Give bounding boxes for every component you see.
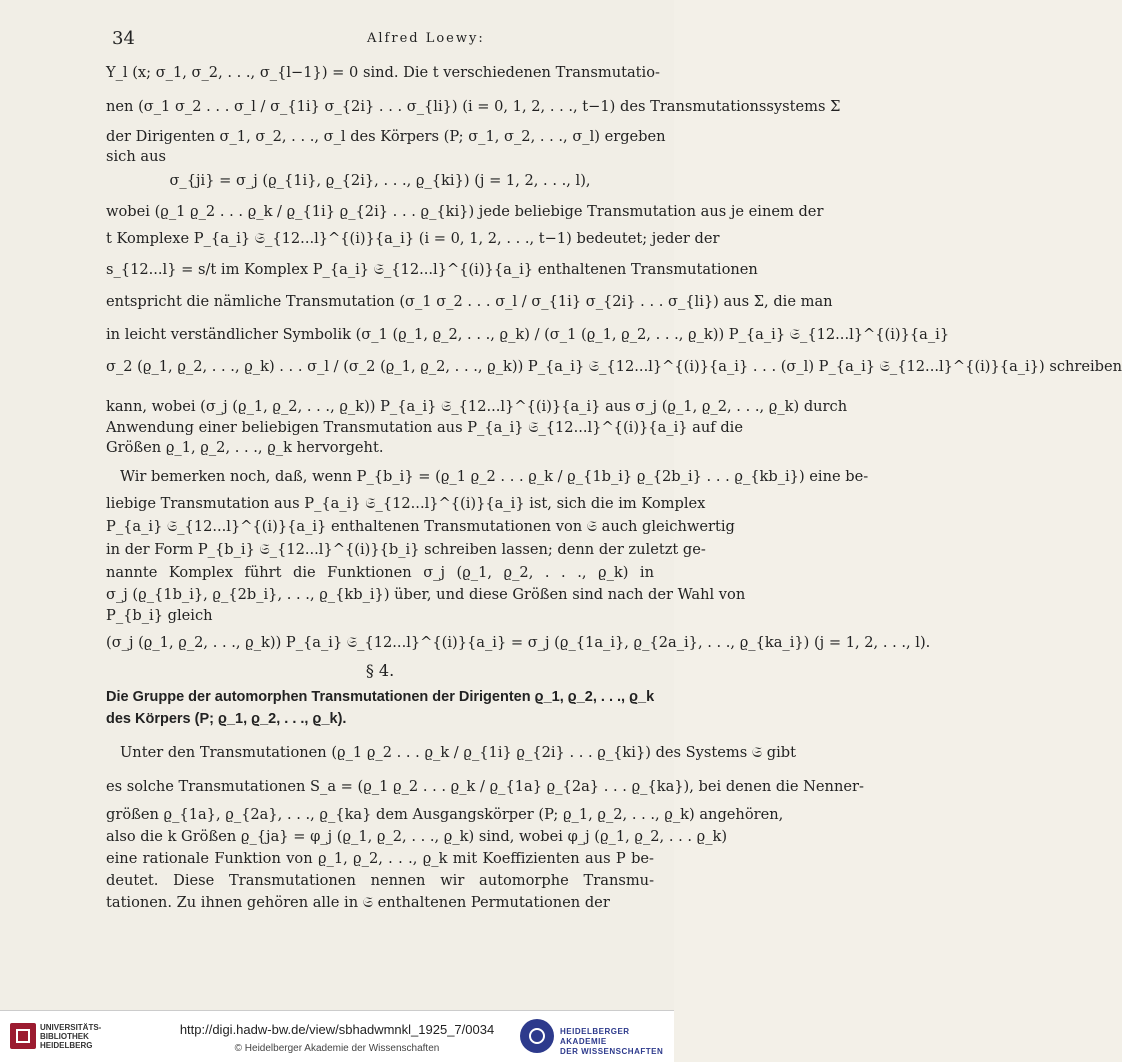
text-line: s_{12...l} = s/t im Komplex P_{a_i} 𝔖_{12...l}^{(i)}{a_i} enthaltenen Transmutationen: [106, 261, 758, 278]
permalink[interactable]: http://digi.hadw-bw.de/view/sbhadwmnkl_1925_7/0034: [179, 1022, 495, 1037]
text-line: Anwendung einer beliebigen Transmutation aus P_{a_i} 𝔖_{12...l}^{(i)}{a_i} auf die: [106, 419, 743, 436]
text-line: eine rationale Funktion von ϱ_1, ϱ_2, . . ., ϱ_k mit Koeffizienten aus P be-: [106, 850, 654, 867]
section-title: Die Gruppe der automorphen Transmutationen der Dirigenten ϱ_1, ϱ_2, . . ., ϱ_k: [106, 689, 655, 705]
page-number: 34: [112, 28, 135, 49]
text-line: kann, wobei (σ_j (ϱ_1, ϱ_2, . . ., ϱ_k)) P_{a_i} 𝔖_{12...l}^{(i)}{a_i} aus σ_j (ϱ_1, ϱ_2, . . ., ϱ_k) durch: [106, 398, 848, 415]
text-line: liebige Transmutation aus P_{a_i} 𝔖_{12...l}^{(i)}{a_i} ist, sich die im Komplex: [106, 495, 706, 512]
copyright-notice: © Heidelberger Akademie der Wissenschaften: [234, 1043, 440, 1054]
text-line: Unter den Transmutationen (ϱ_1 ϱ_2 . . . ϱ_k / ϱ_{1i} ϱ_{2i} . . . ϱ_{ki}) des Systems 𝔖 gibt: [120, 744, 796, 761]
equation: σ_{ji} = σ_j (ϱ_{1i}, ϱ_{2i}, . . ., ϱ_{ki}) (j = 1, 2, . . ., l),: [169, 172, 591, 189]
text-line: nen (σ_1 σ_2 . . . σ_l / σ_{1i} σ_{2i} . . . σ_{li}) (i = 0, 1, 2, . . ., t−1) des Transmutationssystems Σ: [106, 98, 841, 115]
text-line: Wir bemerken noch, daß, wenn P_{b_i} = (ϱ_1 ϱ_2 . . . ϱ_k / ϱ_{1b_i} ϱ_{2b_i} . . . ϱ_{kb_i}) eine be-: [120, 468, 869, 485]
text-line: in leicht verständlicher Symbolik (σ_1 (ϱ_1, ϱ_2, . . ., ϱ_k) / (σ_1 (ϱ_1, ϱ_2, . . ., ϱ_k)) P_{a_i} 𝔖_{12...l}^{(i)}{a_i}: [106, 326, 950, 343]
text-line: Y_l (x; σ_1, σ_2, . . ., σ_{l−1}) = 0 sind. Die t verschiedenen Transmutatio-: [106, 64, 660, 81]
text-line: t Komplexe P_{a_i} 𝔖_{12...l}^{(i)}{a_i} (i = 0, 1, 2, . . ., t−1) bedeutet; jeder der: [106, 230, 720, 247]
text-line: Größen ϱ_1, ϱ_2, . . ., ϱ_k hervorgeht.: [106, 439, 384, 456]
page-header: [112, 28, 652, 50]
section-heading: § 4.: [365, 661, 395, 680]
text-line: wobei (ϱ_1 ϱ_2 . . . ϱ_k / ϱ_{1i} ϱ_{2i} . . . ϱ_{ki}) jede beliebige Transmutation aus je einem der: [106, 203, 824, 220]
text-line: der Dirigenten σ_1, σ_2, . . ., σ_l des Körpers (P; σ_1, σ_2, . . ., σ_l) ergeben: [106, 128, 666, 145]
text-line: σ_j (ϱ_{1b_i}, ϱ_{2b_i}, . . ., ϱ_{kb_i}) über, und diese Größen sind nach der Wahl von: [106, 586, 746, 603]
text-line: tationen. Zu ihnen gehören alle in 𝔖 enthaltenen Permutationen der: [106, 894, 610, 911]
text-line: entspricht die nämliche Transmutation (σ_1 σ_2 . . . σ_l / σ_{1i} σ_{2i} . . . σ_{li}) aus Σ, die man: [106, 293, 833, 310]
text-line: also die k Größen ϱ_{ja} = φ_j (ϱ_1, ϱ_2, . . ., ϱ_k) sind, wobei φ_j (ϱ_1, ϱ_2, . . . ϱ_k): [106, 828, 728, 845]
text-line: sich aus: [106, 148, 166, 165]
academy-name: HEIDELBERGER AKADEMIE DER WISSENSCHAFTEN: [560, 1027, 664, 1056]
text-line: nannte Komplex führt die Funktionen σ_j (ϱ_1, ϱ_2, . . ., ϱ_k) in: [106, 564, 654, 581]
text-line: in der Form P_{b_i} 𝔖_{12...l}^{(i)}{b_i} schreiben lassen; denn der zuletzt ge-: [106, 541, 706, 558]
academy-logo-icon: [520, 1019, 554, 1053]
text-line: P_{b_i} gleich: [106, 607, 213, 624]
text-line: deutet. Diese Transmutationen nennen wir automorphe Transmu-: [106, 872, 654, 889]
text-line: es solche Transmutationen S_a = (ϱ_1 ϱ_2 . . . ϱ_k / ϱ_{1a} ϱ_{2a} . . . ϱ_{ka}), bei denen die Nenner-: [106, 778, 864, 795]
running-title: Alfred Loewy:: [367, 31, 485, 46]
text-line: P_{a_i} 𝔖_{12...l}^{(i)}{a_i} enthaltenen Transmutationen von 𝔖 auch gleichwertig: [106, 518, 735, 535]
equation: (σ_j (ϱ_1, ϱ_2, . . ., ϱ_k)) P_{a_i} 𝔖_{12...l}^{(i)}{a_i} = σ_j (ϱ_{1a_i}, ϱ_{2a_i}, . . ., ϱ_{ka_i}) (j = 1, 2, . . ., l).: [106, 634, 931, 651]
university-library-name: UNIVERSITÄTS- BIBLIOTHEK HEIDELBERG: [40, 1023, 102, 1050]
text-line: größen ϱ_{1a}, ϱ_{2a}, . . ., ϱ_{ka} dem Ausgangskörper (P; ϱ_1, ϱ_2, . . ., ϱ_k) angehören,: [106, 806, 784, 823]
section-title: des Körpers (P; ϱ_1, ϱ_2, . . ., ϱ_k).: [106, 711, 347, 727]
viewer-footer: [0, 1010, 674, 1062]
text-line: σ_2 (ϱ_1, ϱ_2, . . ., ϱ_k) . . . σ_l / (σ_2 (ϱ_1, ϱ_2, . . ., ϱ_k)) P_{a_i} 𝔖_{12...l}^{(i)}{a_i} . . . (σ_l) P_{a_i} 𝔖_{12...l}^{(i)}{a_i}) schreiben: [106, 358, 1122, 375]
